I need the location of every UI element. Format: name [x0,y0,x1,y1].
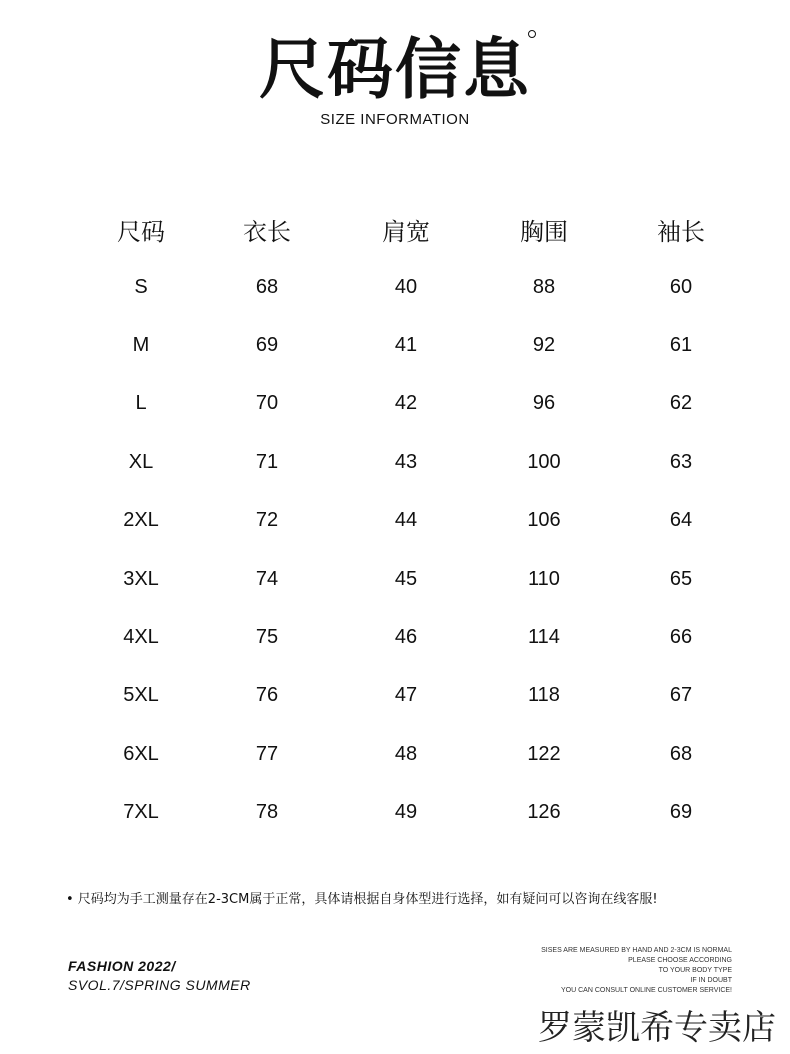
cell-length: 70 [255,392,279,415]
page-title: 尺码信息 [259,31,531,108]
table-row [72,725,752,783]
table-row [72,375,752,433]
cell-length: 69 [255,334,279,357]
cell-size: 2XL [123,509,159,532]
table-row [72,550,752,608]
table-row [72,608,752,666]
title-area [0,22,790,118]
cell-size: XL [128,450,154,473]
cell-size: 5XL [123,684,159,707]
table-body [72,258,752,842]
header-sleeve: 袖长 [657,217,705,246]
header-size: 尺码 [117,217,165,246]
small-note-line: YOU CAN CONSULT ONLINE CUSTOMER SERVICE! [560,987,732,994]
table-row [72,258,752,316]
table-row [72,433,752,491]
cell-size: 4XL [123,626,159,649]
cell-sleeve: 65 [669,567,693,590]
small-note-line: PLEASE CHOOSE ACCORDING [628,957,732,964]
cell-length: 77 [255,742,279,765]
cell-sleeve: 68 [669,742,693,765]
cell-sleeve: 69 [669,801,693,824]
cell-shoulder: 47 [394,684,418,707]
cell-length: 68 [255,275,279,298]
cell-size: 6XL [123,742,159,765]
cell-chest: 114 [528,626,560,649]
page-subtitle: SIZE INFORMATION [320,111,470,128]
cell-shoulder: 48 [394,742,418,765]
cell-size: 3XL [123,567,159,590]
cell-length: 78 [255,801,279,824]
cell-size: 7XL [123,801,159,824]
fashion-label: FASHION 2022/ [68,958,176,974]
cell-chest: 122 [527,742,561,765]
cell-shoulder: 41 [394,334,418,357]
cell-sleeve: 64 [669,509,693,532]
cell-chest: 88 [532,275,556,298]
season-label: SVOL.7/SPRING SUMMER [68,977,251,993]
size-table [72,200,752,842]
cell-shoulder: 44 [394,509,418,532]
cell-sleeve: 63 [669,450,693,473]
small-note-line: SISES ARE MEASURED BY HAND AND 2-3CM IS NORMAL [541,947,732,954]
small-notes [541,946,732,996]
table-row [72,784,752,842]
cell-sleeve: 67 [669,684,693,707]
table-row [72,492,752,550]
cell-chest: 92 [532,334,556,357]
cell-shoulder: 46 [394,626,418,649]
header-shoulder: 肩宽 [382,217,430,246]
cell-chest: 100 [527,450,561,473]
cell-shoulder: 42 [394,392,418,415]
table-header-row [72,200,752,258]
cell-shoulder: 43 [394,450,418,473]
cell-size: M [132,334,150,357]
cell-chest: 106 [527,509,561,532]
cell-sleeve: 62 [669,392,693,415]
cell-shoulder: 40 [394,275,418,298]
cell-size: S [134,275,148,298]
table-row [72,667,752,725]
cell-length: 74 [255,567,279,590]
header-length: 衣长 [243,217,291,246]
cell-chest: 110 [528,567,560,590]
cell-sleeve: 61 [669,334,693,357]
cell-shoulder: 49 [394,801,418,824]
cell-chest: 126 [527,801,561,824]
table-row [72,316,752,374]
cell-sleeve: 60 [669,275,693,298]
measurement-note: • 尺码均为手工测量存在2-3CM属于正常，具体请根据自身体型进行选择，如有疑问可以咨询在线客服! [66,892,658,907]
cell-shoulder: 45 [394,567,418,590]
title-degree-dot [528,30,536,38]
cell-chest: 96 [532,392,556,415]
cell-length: 75 [255,626,279,649]
header-chest: 胸围 [520,217,568,246]
cell-length: 76 [255,684,279,707]
cell-chest: 118 [528,684,560,707]
small-note-line: IF IN DOUBT [690,977,732,984]
cell-sleeve: 66 [669,626,693,649]
cell-length: 72 [255,509,279,532]
small-note-line: TO YOUR BODY TYPE [658,967,732,974]
cell-size: L [135,392,147,415]
cell-length: 71 [255,450,279,473]
store-name: 罗蒙凯希专卖店 [538,1008,776,1048]
